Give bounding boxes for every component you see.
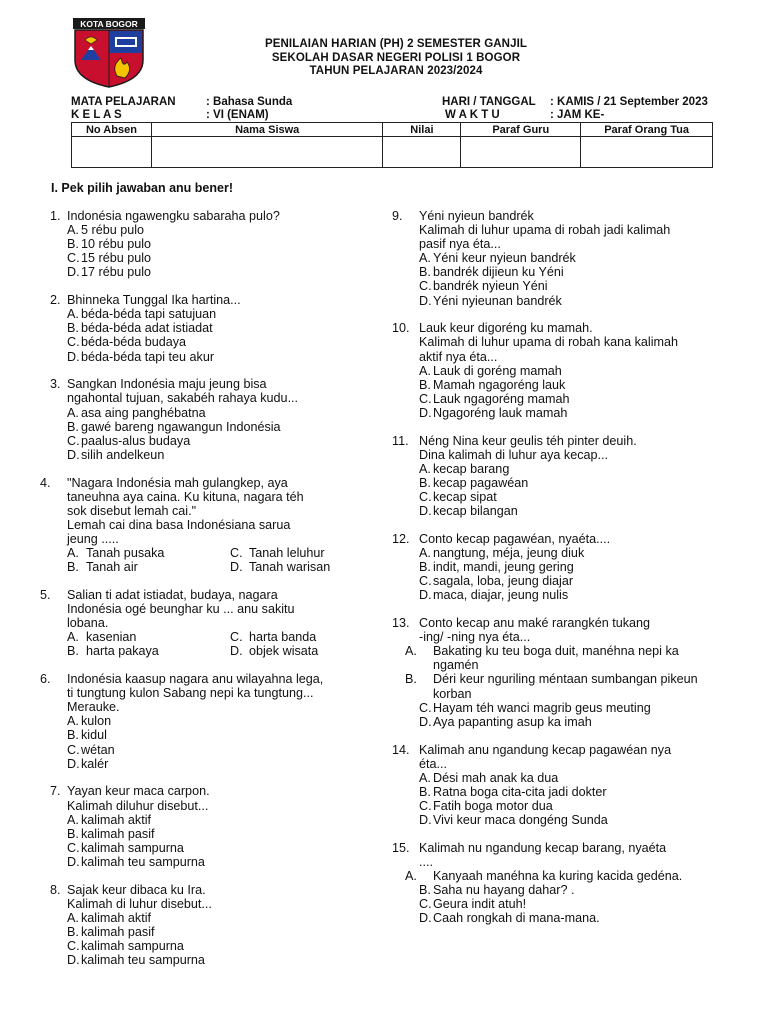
option-text: kalimah teu sampurna	[81, 953, 205, 968]
option-letter: A.	[67, 714, 79, 729]
option-text: indit, mandi, jeung gering	[433, 560, 574, 575]
option-letter: D.	[230, 644, 243, 659]
option-text: Ngagoréng lauk mamah	[433, 405, 568, 420]
question-item	[392, 209, 725, 308]
answer-option[interactable]	[419, 546, 725, 560]
question-text: Sangkan Indonésia maju jeung bisa ngahontal tujuan, sakabéh rahaya kudu...	[67, 377, 299, 406]
question-text: "Nagara Indonésia mah gulangkep, aya taneuhna aya caina. Ku kituna, nagara téh sok disebut lemah cai." Lemah cai dina basa Indonésiana sarua jeung .....	[67, 475, 304, 546]
option-text: Tanah pusaka	[86, 546, 165, 561]
answer-option[interactable]	[419, 771, 725, 785]
option-text: kalér	[81, 756, 109, 771]
question-text: Indonésia kaasup nagara anu wilayahna lega, ti tungtung kulon Sabang nepi ka tungtung... Merauke.	[67, 672, 324, 715]
title-line-1: PENILAIAN HARIAN (PH) 2 SEMESTER GANJIL	[264, 38, 528, 50]
answer-option[interactable]	[67, 714, 387, 728]
option-letter: B.	[419, 784, 431, 799]
option-text: Yéni nyieunan bandrék	[433, 293, 562, 308]
answer-option[interactable]	[419, 701, 725, 715]
question-item	[40, 587, 387, 659]
option-letter: D.	[419, 405, 432, 420]
option-letter: C.	[419, 391, 432, 406]
question-number: 12.	[392, 531, 410, 546]
question-number: 2.	[50, 293, 61, 308]
option-letter: D.	[67, 447, 80, 462]
option-letter: B.	[419, 265, 431, 280]
answer-option[interactable]	[67, 855, 387, 869]
question-item	[50, 784, 387, 869]
option-letter: A.	[67, 546, 79, 561]
option-letter: D.	[67, 953, 80, 968]
mata-pelajaran-label: MATA PELAJARAN	[71, 96, 176, 108]
option-text: Kanyaah manéhna ka kuring kacida gedéna.	[433, 868, 683, 883]
option-letter: C.	[419, 574, 432, 589]
option-letter: D.	[67, 756, 80, 771]
answer-option[interactable]	[67, 925, 387, 939]
question-item	[50, 293, 387, 364]
answer-option[interactable]	[419, 785, 725, 799]
kelas-value: : VI (ENAM)	[206, 109, 269, 121]
option-letter: A.	[67, 812, 79, 827]
answer-option[interactable]	[419, 883, 725, 897]
question-number: 9.	[392, 209, 403, 223]
answer-option-row	[67, 630, 387, 644]
option-text: béda-béda tapi teu akur	[81, 349, 215, 364]
questions-left-column	[40, 209, 387, 981]
option-letter: C.	[230, 546, 243, 561]
hari-tanggal-label: HARI / TANGGAL	[442, 96, 536, 108]
option-letter: C.	[419, 490, 432, 505]
option-text: 15 rébu pulo	[81, 251, 152, 266]
answer-option[interactable]	[419, 279, 725, 293]
answer-option[interactable]	[405, 644, 725, 673]
cell-paraf-guru[interactable]	[461, 137, 581, 168]
option-letter: C.	[419, 700, 432, 715]
option-text: bandrék dijieun ku Yéni	[433, 265, 564, 280]
answer-option[interactable]	[67, 953, 387, 967]
question-item	[50, 882, 387, 968]
answer-option[interactable]	[419, 378, 725, 392]
question-number: 7.	[50, 784, 61, 799]
option-text: béda-béda budaya	[81, 335, 187, 350]
option-text: Caah rongkah di mana-mana.	[433, 911, 600, 926]
option-text: kasenian	[86, 630, 137, 645]
option-letter: A.	[419, 363, 431, 378]
option-letter: A.	[405, 868, 417, 883]
option-text: Saha nu hayang dahar? .	[433, 883, 575, 898]
answer-option-row	[67, 546, 387, 560]
answer-option[interactable]	[230, 644, 380, 658]
question-item	[392, 321, 725, 420]
option-letter: D.	[419, 504, 432, 519]
option-letter: C.	[67, 335, 80, 350]
answer-option[interactable]	[67, 321, 387, 335]
option-letter: A.	[67, 630, 79, 645]
option-text: kalimah aktif	[81, 910, 151, 925]
option-letter: D.	[419, 813, 432, 827]
option-letter: B.	[67, 826, 79, 841]
answer-option[interactable]	[67, 827, 387, 841]
option-text: Lauk ngagoréng mamah	[433, 391, 570, 406]
question-number: 15.	[392, 840, 410, 855]
answer-option[interactable]	[67, 743, 387, 757]
option-letter: B.	[67, 924, 79, 939]
answer-option-row	[67, 644, 387, 658]
cell-no-absen[interactable]	[72, 137, 152, 168]
option-letter: A.	[67, 405, 79, 420]
option-text: béda-béda tapi satujuan	[81, 307, 217, 322]
option-letter: B.	[67, 644, 79, 659]
option-text: sagala, loba, jeung diajar	[433, 574, 574, 589]
answer-option[interactable]	[419, 406, 725, 420]
answer-option[interactable]	[419, 715, 725, 729]
question-number: 14.	[392, 742, 410, 757]
question-text: Kalimah nu ngandung kecap barang, nyaéta ....	[419, 840, 667, 869]
answer-option[interactable]	[67, 335, 387, 349]
question-text: Lauk keur digoréng ku mamah. Kalimah di luhur upama di robah kana kalimah aktif nya éta...	[419, 321, 679, 364]
answer-option[interactable]	[67, 911, 387, 925]
answer-option[interactable]	[419, 911, 725, 925]
option-text: Fatih boga motor dua	[433, 798, 553, 813]
answer-option[interactable]	[67, 757, 387, 771]
answer-option[interactable]	[67, 546, 230, 560]
mata-pelajaran-value: : Bahasa Sunda	[206, 96, 293, 108]
question-text: Yéni nyieun bandrék Kalimah di luhur upama di robah jadi kalimah pasif nya éta...	[419, 209, 671, 252]
option-text: kecap sipat	[433, 490, 497, 505]
answer-option[interactable]	[230, 560, 380, 574]
option-letter: C.	[230, 630, 243, 645]
cell-paraf-orang-tua[interactable]	[581, 137, 713, 168]
answer-option[interactable]	[419, 574, 725, 588]
answer-option[interactable]	[67, 420, 387, 434]
option-letter: A.	[405, 644, 417, 659]
header-paraf-orang-tua: Paraf Orang Tua	[581, 123, 713, 137]
questions-right-column	[392, 209, 725, 939]
option-text: Bakating ku teu boga duit, manéhna nepi ka ngamén	[433, 644, 679, 673]
option-letter: D.	[67, 265, 80, 280]
option-text: Vivi keur maca dongéng Sunda	[433, 813, 608, 827]
option-text: Dési mah anak ka dua	[433, 770, 559, 785]
answer-option[interactable]	[419, 392, 725, 406]
answer-option[interactable]	[67, 307, 387, 321]
option-text: bandrék nyieun Yéni	[433, 279, 548, 294]
option-text: kalimah sampurna	[81, 939, 184, 954]
option-text: 17 rébu pulo	[81, 265, 152, 280]
option-letter: C.	[67, 742, 80, 757]
option-text: Geura indit atuh!	[433, 897, 527, 912]
answer-option[interactable]	[67, 813, 387, 827]
answer-option[interactable]	[405, 672, 725, 701]
option-letter: A.	[419, 546, 431, 561]
answer-option[interactable]	[419, 490, 725, 504]
answer-option[interactable]	[419, 251, 725, 265]
option-letter: C.	[67, 251, 80, 266]
question-text: Salian ti adat istiadat, budaya, nagara Indonésia ogé beunghar ku ... anu sakitu lobana.	[67, 587, 295, 631]
option-text: kalimah sampurna	[81, 840, 184, 855]
option-text: kidul	[81, 728, 107, 743]
question-number: 8.	[50, 882, 61, 897]
option-text: Tanah warisan	[249, 560, 331, 575]
option-text: kalimah pasif	[81, 826, 155, 841]
option-letter: A.	[67, 223, 79, 238]
answer-option[interactable]	[67, 560, 230, 574]
option-letter: A.	[419, 770, 431, 785]
option-text: Tanah air	[86, 560, 138, 575]
option-text: maca, diajar, jeung nulis	[433, 588, 569, 603]
option-letter: B.	[67, 419, 79, 434]
option-text: Yéni keur nyieun bandrék	[433, 251, 576, 266]
answer-option[interactable]	[419, 364, 725, 378]
question-text: Yayan keur maca carpon. Kalimah diluhur disebut...	[67, 784, 210, 813]
question-text: Kalimah anu ngandung kecap pagawéan nya éta...	[419, 742, 672, 771]
answer-option[interactable]	[67, 448, 387, 462]
option-text: Aya papanting asup ka imah	[433, 714, 592, 729]
option-letter: D.	[419, 293, 432, 308]
header-nilai: Nilai	[383, 123, 461, 137]
option-letter: A.	[419, 251, 431, 266]
option-text: gawé bareng ngawangun Indonésia	[81, 419, 281, 434]
option-letter: C.	[67, 939, 80, 954]
answer-option[interactable]	[67, 237, 387, 251]
option-text: Tanah leluhur	[249, 546, 325, 561]
option-letter: D.	[419, 588, 432, 603]
answer-option[interactable]	[419, 294, 725, 308]
score-table	[71, 122, 713, 168]
option-text: 5 rébu pulo	[81, 223, 145, 238]
question-item	[392, 616, 725, 729]
answer-option[interactable]	[67, 251, 387, 265]
option-text: harta pakaya	[86, 644, 159, 659]
question-item	[392, 840, 725, 926]
option-letter: B.	[67, 237, 79, 252]
question-text: Conto kecap anu maké rarangkén tukang -ing/ -ning nya éta...	[419, 616, 651, 645]
question-number: 10.	[392, 321, 410, 336]
answer-option[interactable]	[419, 476, 725, 490]
option-letter: D.	[67, 854, 80, 869]
answer-option[interactable]	[67, 223, 387, 237]
exam-title	[160, 38, 632, 79]
question-text: Indonésia ngawengku sabaraha pulo?	[67, 209, 280, 223]
option-letter: D.	[230, 560, 243, 575]
answer-option[interactable]	[67, 841, 387, 855]
option-letter: C.	[419, 279, 432, 294]
option-letter: A.	[67, 910, 79, 925]
option-text: kecap pagawéan	[433, 475, 529, 490]
question-text: Néng Nina keur geulis téh pinter deuih. Dina kalimah di luhur aya kecap...	[419, 433, 637, 462]
option-text: Ratna boga cita-cita jadi dokter	[433, 784, 607, 799]
answer-option[interactable]	[405, 868, 725, 883]
question-number: 13.	[392, 616, 410, 631]
question-item	[40, 475, 387, 575]
cell-nama-siswa[interactable]	[151, 137, 383, 168]
logo-text: KOTA BOGOR	[80, 19, 138, 29]
question-item	[50, 377, 387, 462]
answer-option[interactable]	[419, 799, 725, 813]
option-text: harta banda	[249, 630, 317, 645]
header-no-absen: No Absen	[72, 123, 152, 137]
answer-option[interactable]	[230, 546, 380, 560]
answer-option[interactable]	[67, 644, 230, 658]
option-text: wétan	[81, 742, 115, 757]
option-text: nangtung, méja, jeung diuk	[433, 546, 585, 561]
option-letter: C.	[67, 433, 80, 448]
option-text: kecap barang	[433, 461, 510, 476]
option-text: objek wisata	[249, 644, 319, 659]
answer-option[interactable]	[67, 350, 387, 364]
question-text: Conto kecap pagawéan, nyaéta....	[419, 531, 611, 546]
answer-option[interactable]	[419, 897, 725, 911]
option-letter: B.	[67, 321, 79, 336]
answer-option[interactable]	[419, 504, 725, 518]
question-number: 6.	[40, 672, 51, 687]
kota-bogor-logo	[73, 18, 145, 88]
answer-option[interactable]	[67, 434, 387, 448]
question-item	[392, 742, 725, 828]
option-text: asa aing panghébatna	[81, 405, 206, 420]
option-letter: D.	[419, 911, 432, 926]
question-item	[392, 531, 725, 603]
header-nama-siswa: Nama Siswa	[151, 123, 383, 137]
option-text: 10 rébu pulo	[81, 237, 152, 252]
title-line-3: TAHUN PELAJARAN 2023/2024	[309, 65, 483, 77]
option-text: Lauk di goréng mamah	[433, 363, 562, 378]
answer-option[interactable]	[67, 630, 230, 644]
question-number: 4.	[40, 475, 51, 490]
question-number: 11.	[392, 433, 409, 448]
kelas-label: K E L A S	[71, 109, 122, 121]
section-title: I. Pek pilih jawaban anu bener!	[51, 181, 233, 195]
option-letter: C.	[419, 897, 432, 912]
option-letter: A.	[67, 307, 79, 322]
question-number: 1.	[50, 209, 61, 223]
question-number: 5.	[40, 587, 51, 602]
answer-option[interactable]	[67, 939, 387, 953]
answer-option[interactable]	[419, 462, 725, 476]
option-text: Mamah ngagoréng lauk	[433, 377, 566, 392]
option-text: Hayam téh wanci magrib geus meuting	[433, 700, 651, 715]
option-text: paalus-alus budaya	[81, 433, 191, 448]
score-table-row	[72, 137, 713, 168]
waktu-label: W A K T U	[445, 109, 500, 121]
option-text: silih andelkeun	[81, 447, 165, 462]
option-letter: B.	[67, 728, 79, 743]
option-letter: A.	[419, 461, 431, 476]
option-letter: C.	[67, 840, 80, 855]
option-text: kalimah aktif	[81, 812, 151, 827]
answer-option[interactable]	[419, 265, 725, 279]
option-text: kalimah pasif	[81, 924, 155, 939]
answer-option[interactable]	[419, 588, 725, 602]
option-letter: B.	[419, 475, 431, 490]
option-letter: D.	[67, 349, 80, 364]
title-line-2: SEKOLAH DASAR NEGERI POLISI 1 BOGOR	[271, 51, 521, 64]
cell-nilai[interactable]	[383, 137, 461, 168]
answer-option[interactable]	[230, 630, 380, 644]
option-letter: B.	[405, 672, 417, 687]
question-item	[392, 433, 725, 519]
option-letter: B.	[419, 377, 431, 392]
option-letter: B.	[419, 883, 431, 898]
option-letter: C.	[419, 798, 432, 813]
score-table-header	[72, 123, 713, 137]
option-letter: B.	[67, 560, 79, 575]
question-number: 3.	[50, 377, 61, 392]
question-item	[40, 672, 387, 771]
option-text: kulon	[81, 714, 112, 729]
answer-option-row	[67, 560, 387, 574]
header-paraf-guru: Paraf Guru	[461, 123, 581, 137]
answer-option[interactable]	[419, 813, 725, 827]
waktu-value: : JAM KE-	[550, 109, 605, 121]
option-letter: B.	[419, 560, 431, 575]
question-item	[50, 209, 387, 280]
option-text: kalimah teu sampurna	[81, 854, 205, 869]
option-text: béda-béda adat istiadat	[81, 321, 213, 336]
answer-option[interactable]	[67, 728, 387, 742]
answer-option[interactable]	[419, 560, 725, 574]
question-text: Sajak keur dibaca ku Ira. Kalimah di luhur disebut...	[67, 882, 212, 911]
answer-option[interactable]	[67, 265, 387, 279]
option-text: kecap bilangan	[433, 504, 518, 519]
option-letter: D.	[419, 714, 432, 729]
hari-tanggal-value: : KAMIS / 21 September 2023	[550, 96, 708, 108]
question-text: Bhinneka Tunggal Ika hartina...	[67, 293, 241, 308]
answer-option[interactable]	[67, 406, 387, 420]
option-text: Déri keur nguriling méntaan sumbangan pikeun korban	[433, 672, 698, 701]
